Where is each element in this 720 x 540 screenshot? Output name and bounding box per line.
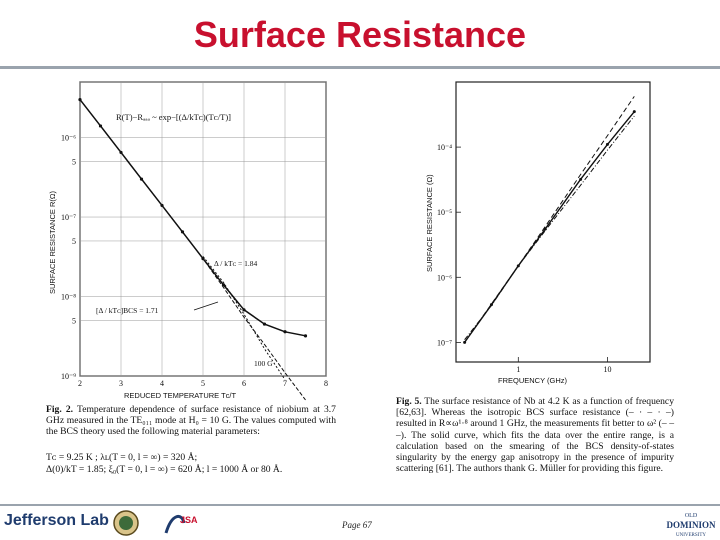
left-xtick-label: 6 [242,379,246,388]
right-ytick-label: 10⁻⁶ [436,273,452,283]
left-data-point [119,151,122,154]
right-caption-text: The surface resistance of Nb at 4.2 K as a function of frequency [62,63]. Whereas the isotropic BCS surface resistance (– · – · –) resulted in R∝ω¹·⁸ around 1 GHz, the measurements fit better to ω² (– – –). The solid curve, which fits the data over the entire range, is a calculation based on the smearing of the BCS density-of-states singularity by the energy gap anisotropy in the presence of impurity scattering [61]. The authors thank G. Müller for providing this figure. [396,396,674,475]
left-xtick-label: 7 [283,379,287,388]
left-ylabel: SURFACE RESISTANCE R(Ω) [48,191,57,294]
left-data-point [304,334,307,337]
left-annotation-100g: 100 G [254,359,273,368]
right-ytick-label: 10⁻⁷ [436,338,452,348]
odu-line-2: DOMINION [666,520,716,530]
title-divider [0,66,720,69]
right-ylabel: SURFACE RESISTANCE (Ω) [425,174,434,272]
left-xtick-label: 5 [201,379,205,388]
jsa-logo-text: JSA [180,515,198,525]
right-caption-head: Fig. 5. [396,396,422,407]
odu-logo [664,509,718,539]
right-xtick-label: 1 [516,365,521,374]
left-ytick-label: 10⁻⁶ [60,133,76,143]
left-data-point [78,98,81,101]
left-formula: R(T)−Rₐₐₐ ~ exp−[(Δ/kTᴄ)(Tᴄ/T)] [116,112,231,122]
right-figure [420,76,660,388]
left-data-point [263,322,266,325]
jefferson-lab-logo: Jefferson Lab [4,512,109,529]
left-data-point [201,257,204,260]
page-number: Page 67 [342,520,372,530]
odu-line-3: UNIVERSITY [676,533,706,538]
right-data-point [490,303,493,306]
left-data-point [283,330,286,333]
odu-line-1: OLD [684,513,698,519]
left-ytick-label: 10⁻⁷ [60,213,76,223]
right-ytick-label: 10⁻⁴ [436,143,452,153]
right-ytick-label: 10⁻⁵ [436,208,452,218]
right-data-point [633,110,636,113]
right-caption [396,396,674,474]
left-param-line-1: Tᴄ = 9.25 K ; λʟ(T = 0, l = ∞) = 320 Å; [46,452,198,463]
left-data-point [181,230,184,233]
left-xtick-label: 2 [78,379,82,388]
left-ytick-label: 5 [72,157,76,167]
right-data-point [579,178,582,181]
left-annotation-bcs: [Δ / kTᴄ]BCS = 1.71 [96,306,159,315]
left-xtick-label: 4 [160,379,164,388]
jsa-logo [162,509,202,537]
left-ytick-label: 5 [72,236,76,246]
left-data-point [222,283,225,286]
left-param-line-2: Δ(0)/kT = 1.85; ξ₀(T = 0, l = ∞) = 620 Å; l = 1000 Å or 80 Å. [46,464,283,475]
left-ytick-label: 10⁻⁸ [60,292,76,302]
left-xtick-label: 3 [119,379,123,388]
left-ytick-label: 10⁻⁹ [60,372,76,381]
right-xlabel: FREQUENCY (GHz) [498,376,568,385]
right-data-point [606,143,609,146]
left-data-point [99,124,102,127]
footer-divider [0,504,720,506]
left-xtick-label: 8 [324,379,328,388]
right-data-point [544,228,547,231]
right-data-point [517,264,520,267]
left-xlabel: REDUCED TEMPERATURE Tᴄ/T [124,391,237,400]
slide-title: Surface Resistance [193,14,527,55]
left-caption [46,404,336,438]
doe-seal-icon [112,509,140,537]
right-data-point [463,341,466,344]
left-caption-head: Fig. 2. [46,404,74,415]
left-data-point [160,204,163,207]
left-annotation-gap: Δ / kTᴄ = 1.84 [214,259,258,268]
left-ytick-label: 5 [72,316,76,326]
right-xtick-label: 10 [603,365,612,374]
left-data-point [140,178,143,181]
left-data-point [242,308,245,311]
left-figure [46,76,336,402]
left-caption-text: Temperature dependence of surface resistance of niobium at 3.7 GHz measured in the TE₀₁₁ mode at H₀ = 10 G. The values computed with the BCS theory used the following material parameters: [46,404,336,438]
